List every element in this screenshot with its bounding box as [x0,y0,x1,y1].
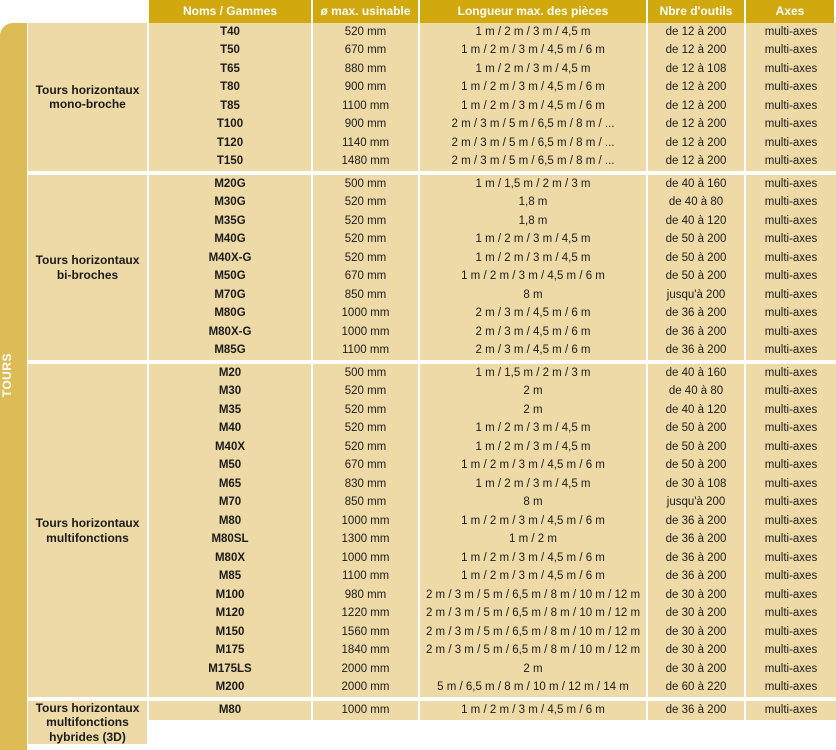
cell-diameter: 1000 mm [313,323,420,342]
cell-axes: multi-axes [746,97,836,116]
table-row [149,212,836,231]
table-row [149,531,836,550]
table-row [149,342,836,361]
cell-axes: multi-axes [746,79,836,98]
cell-axes: multi-axes [746,231,836,250]
table-row [149,383,836,402]
table-row [149,60,836,79]
cell-model: M80X [149,549,313,568]
table-row [149,23,836,42]
cell-diameter: 1300 mm [313,531,420,550]
cell-length: 2 m / 3 m / 4,5 m / 6 m [420,323,648,342]
table-row [149,457,836,476]
table-row [149,679,836,698]
table-row [149,286,836,305]
table-row [149,586,836,605]
table-row [149,438,836,457]
cell-axes: multi-axes [746,268,836,287]
table-row [149,79,836,98]
table-row [149,475,836,494]
cell-tools: de 12 à 200 [648,97,746,116]
cell-axes: multi-axes [746,660,836,679]
cell-length: 5 m / 6,5 m / 8 m / 10 m / 12 m / 14 m [420,679,648,698]
cell-axes: multi-axes [746,642,836,661]
cell-tools: de 12 à 200 [648,116,746,135]
cell-length: 8 m [420,286,648,305]
header-cell-length: Longueur max. des pièces [420,0,648,23]
cell-tools: de 50 à 200 [648,231,746,250]
cell-axes: multi-axes [746,286,836,305]
cell-axes: multi-axes [746,420,836,439]
cell-diameter: 520 mm [313,438,420,457]
table-group [28,364,836,697]
cell-axes: multi-axes [746,194,836,213]
cell-model: M80 [149,701,313,720]
cell-axes: multi-axes [746,494,836,513]
table-row [149,305,836,324]
cell-length: 2 m [420,660,648,679]
cell-length: 1 m / 2 m / 3 m / 4,5 m [420,475,648,494]
cell-axes: multi-axes [746,116,836,135]
cell-model: M85 [149,568,313,587]
cell-diameter: 520 mm [313,383,420,402]
group-name-cell: Tours horizontaux bi-broches [28,175,149,360]
cell-tools: de 50 à 200 [648,438,746,457]
table-group [28,701,836,744]
cell-diameter: 1100 mm [313,568,420,587]
group-rows [149,701,836,744]
cell-length: 1 m / 2 m / 3 m / 4,5 m [420,231,648,250]
cell-tools: de 40 à 80 [648,383,746,402]
group-name-cell: Tours horizontaux multifonctions [28,364,149,697]
cell-tools: de 30 à 200 [648,660,746,679]
table-row [149,364,836,383]
cell-model: M30 [149,383,313,402]
category-rail-label: TOURS [0,353,14,398]
cell-tools: de 36 à 200 [648,305,746,324]
table-row [149,42,836,61]
cell-axes: multi-axes [746,679,836,698]
cell-length: 1 m / 2 m / 3 m / 4,5 m / 6 m [420,549,648,568]
cell-diameter: 980 mm [313,586,420,605]
cell-diameter: 1140 mm [313,134,420,153]
cell-diameter: 880 mm [313,60,420,79]
cell-diameter: 2000 mm [313,679,420,698]
cell-tools: de 30 à 200 [648,586,746,605]
cell-diameter: 850 mm [313,286,420,305]
cell-length: 1 m / 1,5 m / 2 m / 3 m [420,175,648,194]
cell-diameter: 900 mm [313,116,420,135]
table-row [149,323,836,342]
table-row [149,642,836,661]
cell-tools: de 12 à 200 [648,42,746,61]
cell-diameter: 1000 mm [313,549,420,568]
table-row [149,134,836,153]
cell-length: 2 m / 3 m / 5 m / 6,5 m / 8 m / 10 m / 12 m [420,605,648,624]
cell-model: T80 [149,79,313,98]
cell-diameter: 520 mm [313,231,420,250]
cell-axes: multi-axes [746,323,836,342]
cell-length: 2 m / 3 m / 5 m / 6,5 m / 8 m / ... [420,134,648,153]
cell-diameter: 500 mm [313,364,420,383]
cell-model: T85 [149,97,313,116]
cell-axes: multi-axes [746,364,836,383]
cell-model: T150 [149,153,313,172]
table-row [149,512,836,531]
cell-length: 2 m / 3 m / 5 m / 6,5 m / 8 m / 10 m / 12 m [420,586,648,605]
cell-length: 1 m / 2 m / 3 m / 4,5 m / 6 m [420,701,648,720]
cell-length: 8 m [420,494,648,513]
cell-model: T65 [149,60,313,79]
cell-model: M70G [149,286,313,305]
cell-tools: de 12 à 200 [648,153,746,172]
cell-axes: multi-axes [746,401,836,420]
cell-model: M50 [149,457,313,476]
table-row [149,97,836,116]
cell-tools: de 50 à 200 [648,457,746,476]
cell-diameter: 1840 mm [313,642,420,661]
cell-length: 1,8 m [420,212,648,231]
cell-tools: de 36 à 200 [648,531,746,550]
cell-diameter: 1560 mm [313,623,420,642]
cell-tools: de 36 à 200 [648,549,746,568]
cell-diameter: 520 mm [313,23,420,42]
group-rows [149,23,836,171]
group-rows [149,175,836,360]
cell-length: 1 m / 2 m [420,531,648,550]
table-row [149,568,836,587]
table-grid [28,0,836,748]
table-groups-container [28,23,836,744]
cell-tools: de 30 à 108 [648,475,746,494]
table-row [149,231,836,250]
cell-tools: de 50 à 200 [648,268,746,287]
cell-length: 1 m / 1,5 m / 2 m / 3 m [420,364,648,383]
cell-tools: de 60 à 220 [648,679,746,698]
cell-length: 2 m / 3 m / 4,5 m / 6 m [420,342,648,361]
cell-tools: de 30 à 200 [648,642,746,661]
header-cell-axes: Axes [746,0,836,23]
header-cell-names: Noms / Gammes [149,0,313,23]
cell-axes: multi-axes [746,175,836,194]
cell-tools: de 12 à 200 [648,79,746,98]
table-row [149,701,836,720]
cell-length: 2 m [420,401,648,420]
cell-tools: de 50 à 200 [648,249,746,268]
cell-model: M50G [149,268,313,287]
cell-tools: de 12 à 200 [648,134,746,153]
table-group [28,175,836,360]
cell-diameter: 520 mm [313,194,420,213]
header-cell-diameter: ø max. usinable [313,0,420,23]
cell-axes: multi-axes [746,42,836,61]
cell-length: 2 m / 3 m / 5 m / 6,5 m / 8 m / ... [420,153,648,172]
cell-model: M80SL [149,531,313,550]
cell-length: 1 m / 2 m / 3 m / 4,5 m / 6 m [420,97,648,116]
cell-diameter: 520 mm [313,401,420,420]
cell-length: 1 m / 2 m / 3 m / 4,5 m / 6 m [420,42,648,61]
cell-length: 1 m / 2 m / 3 m / 4,5 m [420,23,648,42]
table-row [149,194,836,213]
table-row [149,175,836,194]
table-row [149,401,836,420]
cell-axes: multi-axes [746,342,836,361]
table-row [149,605,836,624]
cell-diameter: 1100 mm [313,97,420,116]
cell-length: 2 m [420,383,648,402]
cell-model: M100 [149,586,313,605]
table-row [149,153,836,172]
cell-axes: multi-axes [746,383,836,402]
cell-axes: multi-axes [746,134,836,153]
cell-diameter: 1000 mm [313,512,420,531]
table-row [149,494,836,513]
cell-tools: jusqu'à 200 [648,494,746,513]
cell-diameter: 520 mm [313,249,420,268]
cell-axes: multi-axes [746,605,836,624]
cell-model: M35 [149,401,313,420]
cell-axes: multi-axes [746,212,836,231]
cell-length: 1 m / 2 m / 3 m / 4,5 m / 6 m [420,79,648,98]
cell-model: M40X-G [149,249,313,268]
cell-axes: multi-axes [746,153,836,172]
cell-axes: multi-axes [746,438,836,457]
cell-tools: jusqu'à 200 [648,286,746,305]
table-row [149,116,836,135]
cell-length: 1 m / 2 m / 3 m / 4,5 m / 6 m [420,512,648,531]
cell-tools: de 12 à 200 [648,23,746,42]
cell-model: M200 [149,679,313,698]
cell-model: M150 [149,623,313,642]
cell-length: 2 m / 3 m / 5 m / 6,5 m / 8 m / ... [420,116,648,135]
cell-model: T120 [149,134,313,153]
cell-axes: multi-axes [746,305,836,324]
cell-axes: multi-axes [746,475,836,494]
cell-model: M40G [149,231,313,250]
cell-model: M175LS [149,660,313,679]
cell-tools: de 36 à 200 [648,568,746,587]
table-row [149,549,836,568]
cell-tools: de 40 à 120 [648,401,746,420]
cell-diameter: 850 mm [313,494,420,513]
cell-tools: de 30 à 200 [648,623,746,642]
cell-diameter: 1100 mm [313,342,420,361]
cell-length: 1 m / 2 m / 3 m / 4,5 m [420,60,648,79]
cell-axes: multi-axes [746,701,836,720]
cell-model: M20G [149,175,313,194]
table-header-row [28,0,836,23]
table-row [149,420,836,439]
cell-axes: multi-axes [746,249,836,268]
cell-diameter: 500 mm [313,175,420,194]
cell-model: M70 [149,494,313,513]
header-cell-tools: Nbre d'outils [648,0,746,23]
cell-diameter: 830 mm [313,475,420,494]
cell-model: M35G [149,212,313,231]
cell-length: 2 m / 3 m / 5 m / 6,5 m / 8 m / 10 m / 12 m [420,623,648,642]
cell-axes: multi-axes [746,23,836,42]
cell-length: 1 m / 2 m / 3 m / 4,5 m / 6 m [420,457,648,476]
cell-axes: multi-axes [746,568,836,587]
group-name-cell: Tours horizontaux mono-broche [28,23,149,171]
table-row [149,268,836,287]
cell-length: 1 m / 2 m / 3 m / 4,5 m / 6 m [420,268,648,287]
cell-diameter: 1220 mm [313,605,420,624]
table-row [149,249,836,268]
cell-axes: multi-axes [746,457,836,476]
cell-model: M175 [149,642,313,661]
cell-length: 1 m / 2 m / 3 m / 4,5 m [420,420,648,439]
cell-axes: multi-axes [746,60,836,79]
cell-length: 1 m / 2 m / 3 m / 4,5 m [420,438,648,457]
cell-model: M65 [149,475,313,494]
cell-model: T100 [149,116,313,135]
cell-length: 2 m / 3 m / 5 m / 6,5 m / 8 m / 10 m / 12 m [420,642,648,661]
cell-model: M85G [149,342,313,361]
table-row [149,623,836,642]
cell-model: M40X [149,438,313,457]
cell-diameter: 1000 mm [313,305,420,324]
cell-model: M30G [149,194,313,213]
cell-tools: de 40 à 80 [648,194,746,213]
cell-axes: multi-axes [746,586,836,605]
cell-length: 1,8 m [420,194,648,213]
cell-axes: multi-axes [746,512,836,531]
cell-model: M20 [149,364,313,383]
cell-axes: multi-axes [746,623,836,642]
cell-tools: de 40 à 160 [648,364,746,383]
cell-model: T50 [149,42,313,61]
cell-tools: de 50 à 200 [648,420,746,439]
cell-tools: de 36 à 200 [648,512,746,531]
cell-length: 1 m / 2 m / 3 m / 4,5 m / 6 m [420,568,648,587]
cell-diameter: 670 mm [313,42,420,61]
cell-diameter: 520 mm [313,212,420,231]
cell-tools: de 12 à 108 [648,60,746,79]
cell-model: M120 [149,605,313,624]
cell-tools: de 40 à 160 [648,175,746,194]
cell-tools: de 30 à 200 [648,605,746,624]
cell-diameter: 1480 mm [313,153,420,172]
cell-model: T40 [149,23,313,42]
cell-diameter: 670 mm [313,457,420,476]
cell-tools: de 40 à 120 [648,212,746,231]
group-rows [149,364,836,697]
cell-length: 2 m / 3 m / 4,5 m / 6 m [420,305,648,324]
cell-axes: multi-axes [746,549,836,568]
cell-model: M40 [149,420,313,439]
cell-model: M80 [149,512,313,531]
cell-tools: de 36 à 200 [648,342,746,361]
cell-model: M80G [149,305,313,324]
cell-diameter: 2000 mm [313,660,420,679]
cell-diameter: 670 mm [313,268,420,287]
cell-diameter: 520 mm [313,420,420,439]
category-rail [0,23,27,750]
table-group [28,23,836,171]
cell-diameter: 1000 mm [313,701,420,720]
cell-diameter: 900 mm [313,79,420,98]
cell-axes: multi-axes [746,531,836,550]
cell-model: M80X-G [149,323,313,342]
cell-tools: de 36 à 200 [648,701,746,720]
group-name-cell: Tours horizontaux multifonctions hybrides (3D) [28,701,149,744]
table-row [149,660,836,679]
header-cell-group [28,0,149,23]
cell-length: 1 m / 2 m / 3 m / 4,5 m [420,249,648,268]
cell-tools: de 36 à 200 [648,323,746,342]
